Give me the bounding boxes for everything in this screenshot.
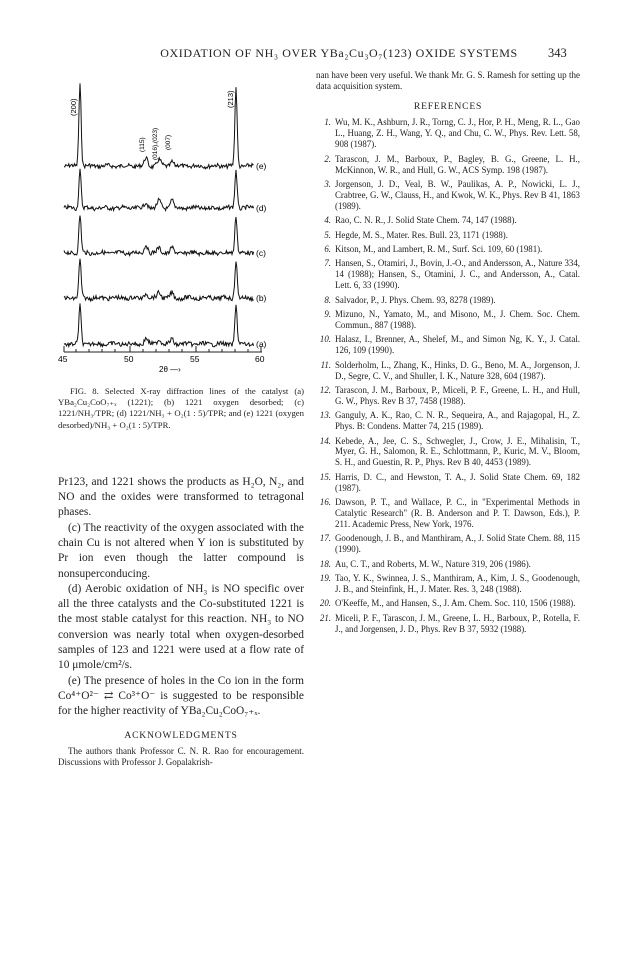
reference-text: Au, C. T., and Roberts, M. W., Nature 319, 206 (1986). xyxy=(335,558,531,569)
reference-number: 21. xyxy=(319,612,331,623)
reference-number: 17. xyxy=(319,533,331,544)
reference-item xyxy=(316,117,580,150)
reference-number: 4. xyxy=(324,215,331,226)
peak-label: (200) xyxy=(69,98,78,116)
x-tick-label: 60 xyxy=(255,354,265,364)
right-column xyxy=(316,70,580,638)
x-tick-label: 45 xyxy=(58,354,68,364)
reference-item xyxy=(316,385,580,407)
reference-item xyxy=(316,573,580,595)
reference-number: 2. xyxy=(324,153,331,164)
running-head: OXIDATION OF NH₃ OVER YBa₂Cu₃O₇(123) OXIDE SYSTEMS xyxy=(160,46,518,60)
reference-item xyxy=(316,410,580,432)
reference-text: Solderholm, L., Zhang, K., Hinks, D. G., Beno, M. A., Jorgenson, J. D., Segre, C. V., and Shuller, I. K., Nature 328, 604 (1987). xyxy=(335,359,580,381)
references-heading: REFERENCES xyxy=(413,101,483,113)
reference-number: 1. xyxy=(324,117,331,128)
peak-label: (213) xyxy=(226,90,235,108)
reference-item xyxy=(316,497,580,530)
reference-text: Kebede, A., Jee, C. S., Schwegler, J., Crow, J. E., Mihalisin, T., Myer, G. H., Salomon, R. E., Schlottmann, P., Kuric, M. V., Bloom, S. H., and Guestin, R. P., Phys. Rev B 40, 4453 (1989). xyxy=(335,435,580,468)
trace-label: (a) xyxy=(256,339,267,349)
reference-text: Halasz, I., Brenner, A., Shelef, M., and Simon Ng, K. Y., J. Catal. 126, 109 (1990). xyxy=(335,334,580,356)
reference-item xyxy=(316,244,580,255)
diffraction-trace xyxy=(64,259,254,301)
reference-item xyxy=(316,295,580,306)
reference-item xyxy=(316,598,580,609)
reference-number: 12. xyxy=(319,384,331,395)
reference-item xyxy=(316,533,580,555)
reference-item xyxy=(316,334,580,356)
reference-text: Miceli, P. F., Tarascon, J. M., Greene, L. H., Barboux, P., Rotella, F. J., and Jorgensen, J. D., Phys. Rev B 37, 5932 (1988). xyxy=(335,612,580,634)
reference-text: Ganguly, A. K., Rao, C. N. R., Sequeira, A., and Rajagopal, H., Z. Phys. B: Condens. Matter 74, 215 (1989). xyxy=(335,410,580,432)
left-column xyxy=(58,70,304,768)
body-text xyxy=(58,475,304,720)
reference-text: O'Keeffe, M., and Hansen, S., J. Am. Chem. Soc. 110, 1506 (1988). xyxy=(335,598,576,609)
peak-label: (007) xyxy=(165,134,172,150)
reference-text: Kitson, M., and Lambert, R. M., Surf. Sci. 109, 60 (1981). xyxy=(335,243,543,254)
body-paragraph: (e) The presence of holes in the Co ion in the form Co⁴⁺O²⁻ ⇄ Co³⁺O⁻ is suggested to be responsible for the higher reactivity of YBa₂Cu₂CoO₇₊ₓ. xyxy=(58,674,304,718)
reference-number: 13. xyxy=(319,410,331,421)
trace-label: (c) xyxy=(256,248,266,258)
reference-text: Jorgenson, J. D., Veal, B. W., Paulikas, A. P., Nowicki, L. J., Crabtree, G. W., Clauss, H., and Kwok, W. K., Phys. Rev B 41, 1863 (1989). xyxy=(335,178,580,211)
reference-number: 6. xyxy=(324,243,331,254)
body-paragraph: (c) The reactivity of the oxygen associated with the chain Cu is not altered when Y ion is substituted by Pr ion even though the latter compound is nonsuperconducing. xyxy=(58,521,304,580)
reference-item xyxy=(316,559,580,570)
reference-number: 11. xyxy=(320,359,331,370)
reference-number: 3. xyxy=(324,178,331,189)
reference-text: Salvador, P., J. Phys. Chem. 93, 8278 (1989). xyxy=(335,294,496,305)
reference-item xyxy=(316,230,580,241)
x-axis-label: 2θ —› xyxy=(159,365,181,374)
trace-label: (e) xyxy=(256,161,267,171)
reference-item xyxy=(316,154,580,176)
x-tick-label: 50 xyxy=(124,354,134,364)
reference-text: Dawson, P. T., and Wallace, P. C., in "Experimental Methods in Catalytic Research" (R. B. Anderson and P. T. Dawson, Eds.), P. 211. Academic Press, New York, 1976. xyxy=(335,497,580,529)
trace-label: (d) xyxy=(256,203,267,213)
reference-list xyxy=(316,117,580,634)
reference-number: 8. xyxy=(324,294,331,305)
reference-number: 14. xyxy=(319,435,331,446)
diffraction-trace xyxy=(64,303,254,346)
trace-label: (b) xyxy=(256,293,267,303)
reference-text: Tarascon, J. M., Barboux, P., Bagley, B. G., Greene, L. H., McKinnon, W. R., and Hull, G. W., ACS Symp. 198 (1987). xyxy=(335,153,580,175)
reference-number: 5. xyxy=(324,229,331,240)
diffraction-trace xyxy=(64,216,254,256)
acknowledgments-continued: nan have been very useful. We thank Mr. G. S. Ramesh for setting up the data acquisition system. xyxy=(316,70,580,92)
reference-number: 15. xyxy=(319,471,331,482)
reference-number: 7. xyxy=(324,258,331,269)
body-paragraph: (d) Aerobic oxidation of NH₃ is NO specific over all the three catalysts and the Co-substituted 1221 is the most stable catalyst for this reaction. NH₃ to NO conversion was nearly total when oxygen-desorbed samples of 123 and 1221 were used at a flow rate of 10 μmole/cm²/s. xyxy=(58,582,304,672)
acknowledgments-heading: ACKNOWLEDGMENTS xyxy=(124,729,238,741)
reference-text: Hegde, M. S., Mater. Res. Bull. 23, 1171 (1988). xyxy=(335,229,508,240)
reference-item xyxy=(316,258,580,291)
reference-item xyxy=(316,215,580,226)
figure-caption: FIG. 8. Selected X-ray diffraction lines of the catalyst (a) YBa₂Cu₂CoO₇₊ₓ (1221); (b) 1221 oxygen desorbed; (c) 1221/NH₃/TPR; (d) 1221/NH₃ + O₂(1 : 5)/TPR; and (e) 1221 (oxygen desorbed)/NH₃ + O₂(1 : 5)/TPR. xyxy=(58,386,304,430)
reference-item xyxy=(316,472,580,494)
reference-number: 19. xyxy=(319,573,331,584)
xrd-figure xyxy=(58,70,304,376)
reference-text: Tao, Y. K., Swinnea, J. S., Manthiram, A., Kim, J. S., Goodenough, J. B., and Steinfink, H., J. Mater. Res. 3, 248 (1988). xyxy=(335,573,580,594)
reference-item xyxy=(316,179,580,212)
acknowledgments-text: The authors thank Professor C. N. R. Rao for encouragement. Discussions with Professor J. Gopalakrish- xyxy=(58,745,304,767)
reference-number: 20. xyxy=(319,598,331,609)
reference-text: Hansen, S., Otamiri, J., Bovin, J.-O., and Andersson, A., Nature 334, 14 (1988); Hansen, S., Otamini, J. C., and Andersson, A., Catal. Lett. 6, 33 (1990). xyxy=(335,258,580,291)
diffraction-traces xyxy=(64,83,254,346)
reference-text: Rao, C. N. R., J. Solid State Chem. 74, 147 (1988). xyxy=(335,215,517,226)
figure-8 xyxy=(58,70,304,431)
reference-item xyxy=(316,436,580,469)
reference-number: 10. xyxy=(319,334,331,345)
reference-number: 18. xyxy=(319,558,331,569)
reference-item xyxy=(316,309,580,331)
reference-text: Harris, D. C., and Hewston, T. A., J. Solid State Chem. 69, 182 (1987). xyxy=(335,471,580,493)
x-tick-label: 55 xyxy=(190,354,200,364)
peak-label: (016),(023) xyxy=(152,127,159,160)
page-number: 343 xyxy=(548,46,567,60)
reference-text: Wu, M. K., Ashburn, J. R., Torng, C. J., Hor, P. H., Meng, R. L., Gao L., Huang, Z. H., Wang, Y. Q., and Chu, C. W., Phys. Rev. Lett. 58, 908 (1987). xyxy=(335,117,580,150)
diffraction-trace xyxy=(64,169,254,211)
reference-item xyxy=(316,360,580,382)
reference-item xyxy=(316,613,580,635)
peak-label: (115) xyxy=(139,137,146,152)
reference-number: 9. xyxy=(324,309,331,319)
reference-number: 16. xyxy=(319,497,331,508)
reference-text: Mizuno, N., Yamato, M., and Misono, M., J. Chem. Soc. Chem. Commun., 887 (1988). xyxy=(335,309,580,330)
reference-text: Goodenough, J. B., and Manthiram, A., J. Solid State Chem. 88, 115 (1990). xyxy=(335,533,580,555)
reference-text: Tarascon, J. M., Barboux, P., Miceli, P. F., Greene, L. H., and Hull, G. W., Phys. Rev B 37, 7458 (1988). xyxy=(335,384,580,406)
body-paragraph: Pr123, and 1221 shows the products as H₂O, N₂, and NO and the oxides were transformed to tetragonal phases. xyxy=(58,475,304,519)
